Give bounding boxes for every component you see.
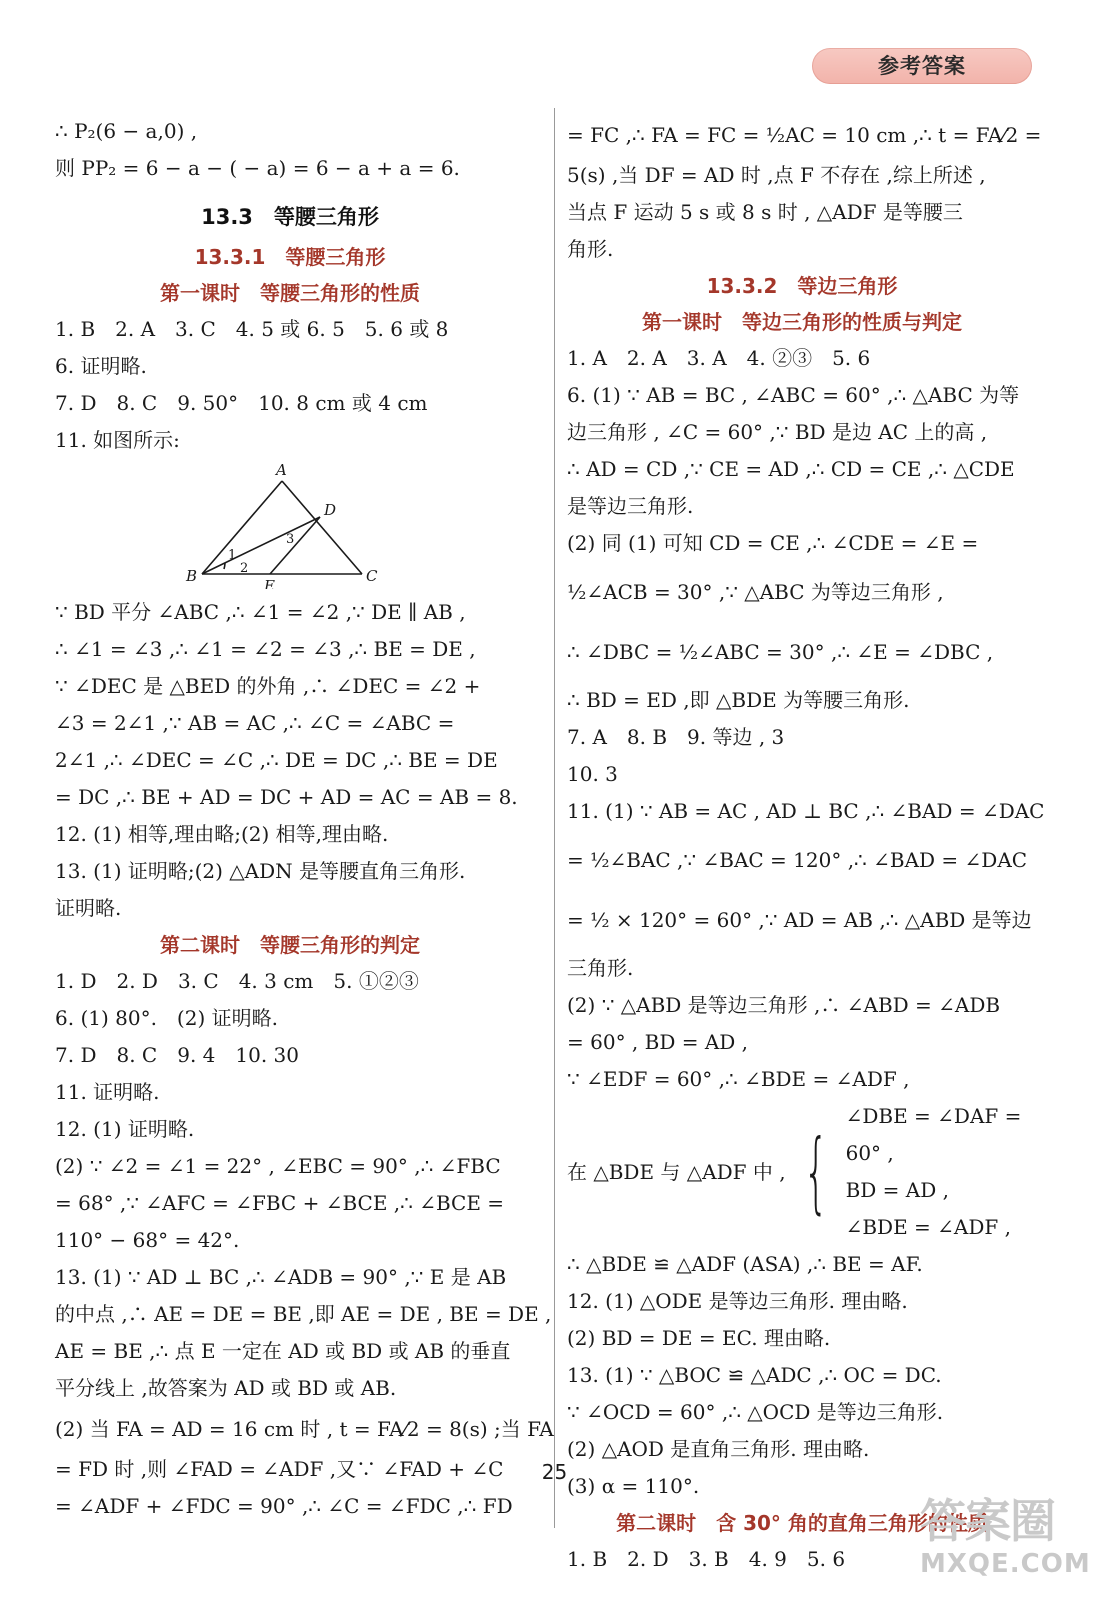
answer-line: 6. 证明略.: [55, 354, 147, 378]
text-line: 则 PP₂ = 6 − a − ( − a) = 6 − a + a = 6.: [55, 156, 460, 180]
lesson-heading: 第二课时 等腰三角形的判定: [160, 933, 420, 957]
angle-label-3: 3: [286, 532, 295, 547]
lesson-heading: 第一课时 等腰三角形的性质: [160, 281, 420, 305]
triangle-figure: [180, 459, 525, 594]
answer-line: 1. D 2. D 3. C 4. 3 cm 5. ①②③: [55, 969, 419, 993]
label-d: D: [324, 501, 337, 519]
label-e: E: [264, 577, 275, 589]
answer-line: 6. (1) ∵ AB = BC , ∠ABC = 60° ,∴ △ABC 为等: [567, 383, 1020, 407]
answer-line: = FC ,∴ FA = FC = ½AC = 10 cm ,∴ t = FA⁄2 =: [567, 123, 1042, 147]
answer-line: 边三角形 , ∠C = 60° ,∵ BD 是边 AC 上的高 ,: [567, 420, 988, 444]
answer-line: ∵ ∠EDF = 60° ,∴ ∠BDE = ∠ADF ,: [567, 1067, 910, 1091]
subsection-heading: 13.3.2 等边三角形: [706, 274, 898, 298]
answer-line: 12. (1) 证明略.: [55, 1117, 195, 1141]
answer-line: (2) 当 FA = AD = 16 cm 时 , t = FA⁄2 = 8(s) ;当 FA: [55, 1417, 554, 1441]
text-line: ∴ P₂(6 − a,0) ,: [55, 119, 198, 143]
section-heading: 13.3 等腰三角形: [201, 205, 379, 229]
condition-line: BD = AD ,: [845, 1178, 949, 1202]
answer-line: 7. D 8. C 9. 50° 10. 8 cm 或 4 cm: [55, 391, 428, 415]
segment-ac: [282, 481, 362, 574]
system-lead: 在 △BDE 与 △ADF 中 ,: [567, 1159, 786, 1184]
triangle-diagram: [180, 459, 380, 589]
label-b: B: [186, 567, 198, 585]
answer-line: AE = BE ,∴ 点 E 一定在 AD 或 BD 或 AB 的垂直: [55, 1339, 511, 1363]
answer-line: ∠3 = 2∠1 ,∵ AB = AC ,∴ ∠C = ∠ABC =: [55, 711, 455, 735]
angle-arc: [224, 563, 225, 569]
answer-line: 的中点 ,∴ AE = DE = BE ,即 AE = DE , BE = DE ,: [55, 1302, 552, 1326]
answer-line: 11. (1) ∵ AB = AC , AD ⊥ BC ,∴ ∠BAD = ∠DAC: [567, 799, 1045, 823]
condition-line: ∠DBE = ∠DAF = 60° ,: [845, 1104, 1022, 1165]
segment-de: [270, 517, 320, 574]
answer-line: 1. B 2. A 3. C 4. 5 或 6. 5 5. 6 或 8: [55, 317, 449, 341]
condition-line: ∠BDE = ∠ADF ,: [845, 1215, 1011, 1239]
subsection-heading: 13.3.1 等腰三角形: [194, 245, 386, 269]
answer-line: = ½∠BAC ,∵ ∠BAC = 120° ,∴ ∠BAD = ∠DAC: [567, 848, 1028, 872]
answer-line: 7. A 8. B 9. 等边 , 3: [567, 725, 785, 749]
answer-line: ∴ △BDE ≌ △ADF (ASA) ,∴ BE = AF.: [567, 1252, 923, 1276]
answer-line: (2) 同 (1) 可知 CD = CE ,∴ ∠CDE = ∠E =: [567, 531, 979, 555]
column-divider: [554, 108, 555, 1528]
answer-line: 1. A 2. A 3. A 4. ②③ 5. 6: [567, 346, 871, 370]
answer-line: 角形.: [567, 237, 614, 261]
answer-line: = 60° , BD = AD ,: [567, 1030, 749, 1054]
system-conditions: [846, 1098, 1037, 1246]
answer-line: 是等边三角形.: [567, 494, 694, 518]
answer-line: 11. 如图所示:: [55, 428, 180, 452]
answer-line: ∴ AD = CD ,∵ CE = AD ,∴ CD = CE ,∴ △CDE: [567, 457, 1015, 481]
answer-line: = FD 时 ,则 ∠FAD = ∠ADF ,又∵ ∠FAD + ∠C: [55, 1457, 504, 1481]
answer-line: ∴ ∠1 = ∠3 ,∴ ∠1 = ∠2 = ∠3 ,∴ BE = DE ,: [55, 637, 476, 661]
watermark-logo: 答案圈: [920, 1494, 1055, 1548]
answer-line: (2) △AOD 是直角三角形. 理由略.: [567, 1437, 870, 1461]
answer-line: 三角形.: [567, 956, 634, 980]
answer-line: = ½ × 120° = 60° ,∵ AD = AB ,∴ △ABD 是等边: [567, 908, 1032, 932]
answer-line: 13. (1) 证明略;(2) △ADN 是等腰直角三角形.: [55, 859, 466, 883]
answer-line: 12. (1) △ODE 是等边三角形. 理由略.: [567, 1289, 908, 1313]
answer-line: 5(s) ,当 DF = AD 时 ,点 F 不存在 ,综上所述 ,: [567, 163, 986, 187]
answer-line: = ∠ADF + ∠FDC = 90° ,∴ ∠C = ∠FDC ,∴ FD: [55, 1494, 513, 1518]
angle-label-1: 1: [228, 548, 237, 563]
answer-line: (2) ∵ ∠2 = ∠1 = 22° , ∠EBC = 90° ,∴ ∠FBC: [55, 1154, 501, 1178]
left-column: [55, 113, 554, 1525]
congruence-system: [567, 1098, 1037, 1246]
answer-key-badge: 参考答案: [812, 48, 1032, 84]
answer-line: ∵ ∠OCD = 60° ,∴ △OCD 是等边三角形.: [567, 1400, 944, 1424]
answer-line: 平分线上 ,故答案为 AD 或 BD 或 AB.: [55, 1376, 397, 1400]
answer-line: 13. (1) ∵ AD ⊥ BC ,∴ ∠ADB = 90° ,∵ E 是 AB: [55, 1265, 507, 1289]
answer-line: 10. 3: [567, 762, 618, 786]
right-column: [567, 113, 1045, 1578]
answer-line: 13. (1) ∵ △BOC ≌ △ADC ,∴ OC = DC.: [567, 1363, 942, 1387]
answer-line: = DC ,∴ BE + AD = DC + AD = AC = AB = 8.: [55, 785, 518, 809]
watermark: [920, 1493, 1095, 1593]
answer-line: 6. (1) 80°. (2) 证明略.: [55, 1006, 278, 1030]
lesson-heading: 第一课时 等边三角形的性质与判定: [642, 310, 962, 334]
answer-line: 110° − 68° = 42°.: [55, 1228, 240, 1252]
answer-line: ∴ ∠DBC = ½∠ABC = 30° ,∴ ∠E = ∠DBC ,: [567, 640, 994, 664]
answer-line: ½∠ACB = 30° ,∵ △ABC 为等边三角形 ,: [567, 580, 944, 604]
answer-line: 7. D 8. C 9. 4 10. 30: [55, 1043, 299, 1067]
answer-line: ∵ ∠DEC 是 △BED 的外角 ,∴ ∠DEC = ∠2 +: [55, 674, 481, 698]
answer-line: ∵ BD 平分 ∠ABC ,∴ ∠1 = ∠2 ,∵ DE ∥ AB ,: [55, 600, 466, 624]
answer-line: 证明略.: [55, 896, 122, 920]
answer-line: (3) α = 110°.: [567, 1474, 700, 1498]
lesson-heading: 第二课时 含 30° 角的直角三角形的性质: [616, 1511, 988, 1535]
label-c: C: [366, 567, 378, 585]
page-number: 25: [541, 1460, 568, 1484]
angle-label-2: 2: [240, 561, 249, 576]
label-a: A: [276, 461, 287, 479]
answer-line: 11. 证明略.: [55, 1080, 160, 1104]
watermark-url: MXQE.COM: [920, 1549, 1091, 1579]
brace-icon: {: [802, 1120, 829, 1223]
answer-line: 1. B 2. D 3. B 4. 9 5. 6: [567, 1547, 846, 1571]
answer-line: 当点 F 运动 5 s 或 8 s 时 , △ADF 是等腰三: [567, 200, 963, 224]
answer-line: (2) BD = DE = EC. 理由略.: [567, 1326, 831, 1350]
answer-line: 2∠1 ,∴ ∠DEC = ∠C ,∴ DE = DC ,∴ BE = DE: [55, 748, 498, 772]
segment-bd: [202, 517, 320, 574]
answer-line: (2) ∵ △ABD 是等边三角形 ,∴ ∠ABD = ∠ADB: [567, 993, 1001, 1017]
answer-line: 12. (1) 相等,理由略;(2) 相等,理由略.: [55, 822, 389, 846]
answer-line: ∴ BD = ED ,即 △BDE 为等腰三角形.: [567, 688, 910, 712]
answer-line: = 68° ,∵ ∠AFC = ∠FBC + ∠BCE ,∴ ∠BCE =: [55, 1191, 505, 1215]
